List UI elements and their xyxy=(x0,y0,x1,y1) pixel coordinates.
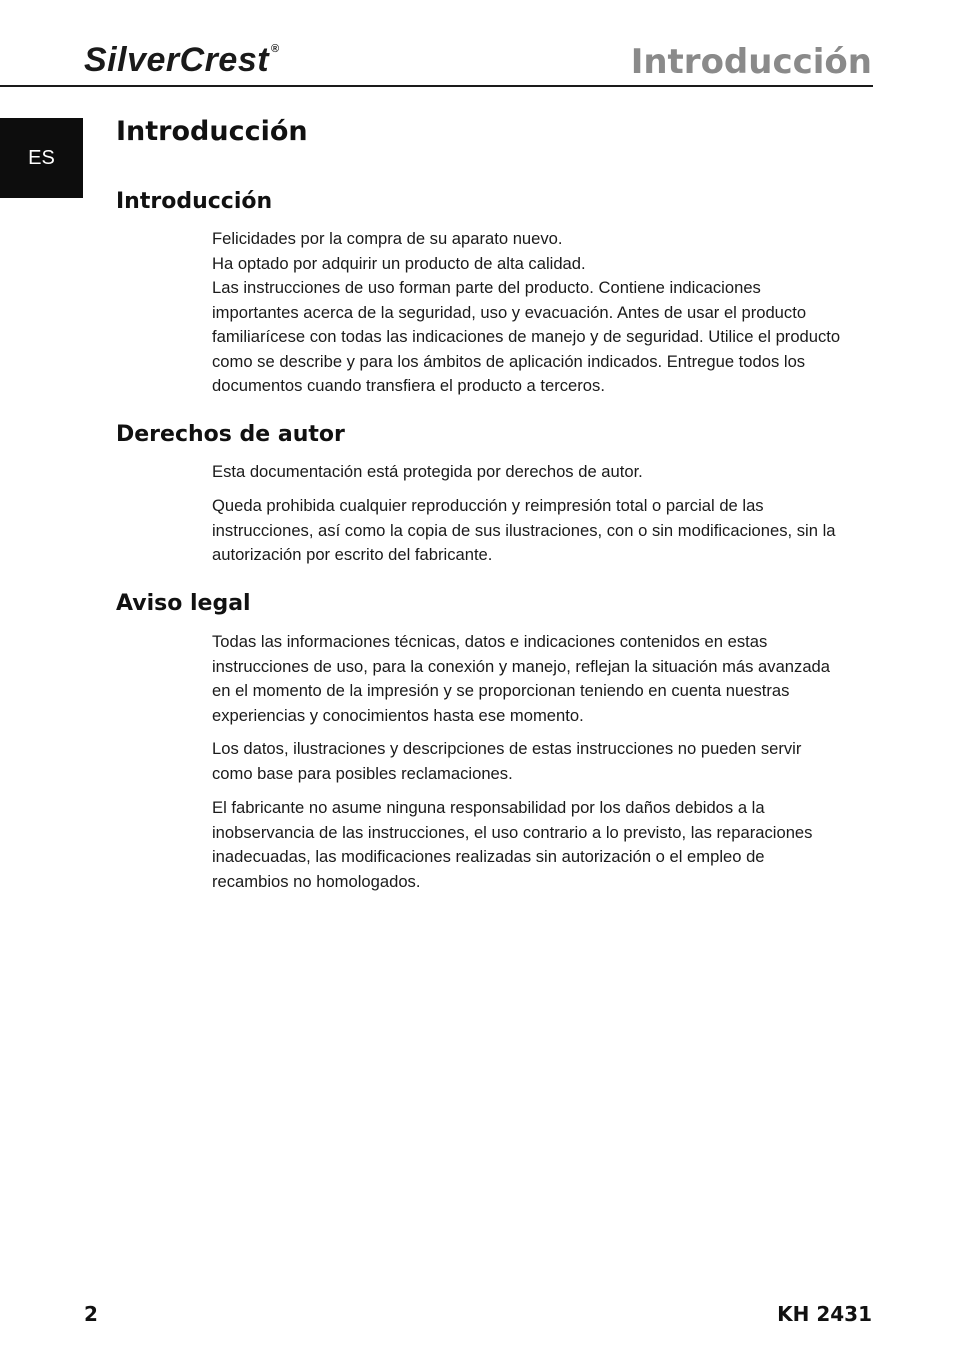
section-intro-paragraph: Felicidades por la compra de su aparato nuevo. Ha optado por adquirir un producto de alta calidad. Las instrucciones de uso forman parte del producto. Contiene indicaciones importantes acerca de la seguridad, uso y evacuación. Antes de usar el producto familiarícese con todas las indicaciones de manejo y de seguridad. Utilice el producto como se describe y para los ámbitos de aplicación indicados. Entregue todos los documentos cuando transfiera el producto a terceros. xyxy=(212,229,841,395)
section-derechos-paragraph-2: Queda prohibida cualquier reproducción y reimpresión total o parcial de las instrucciones, así como la copia de sus ilustraciones, con o sin modificaciones, sin la autorización por escrito del fabricante. xyxy=(212,496,836,564)
section-derechos-paragraph-1: Esta documentación está protegida por derechos de autor. xyxy=(212,462,643,481)
registered-mark: ® xyxy=(271,43,280,55)
section-heading-introduccion: Introducción xyxy=(116,189,273,214)
section-aviso-paragraph-2: Los datos, ilustraciones y descripciones de estas instrucciones no pueden servir como base para posibles reclamaciones. xyxy=(212,739,802,783)
model-number: KH 2431 xyxy=(777,1302,872,1326)
header-title: Introducción xyxy=(630,42,872,82)
page-number: 2 xyxy=(84,1302,98,1326)
header-divider xyxy=(0,85,873,87)
brand-logo xyxy=(84,40,280,80)
section-aviso-paragraph-3: El fabricante no asume ninguna responsabilidad por los daños debidos a la inobservancia de las instrucciones, el uso contrario a lo previsto, las reparaciones inadecuadas, las modificaciones realizadas sin autorización o el empleo de recambios no homologados. xyxy=(212,798,813,891)
section-aviso-paragraph-1: Todas las informaciones técnicas, datos e indicaciones contenidos en estas instrucciones de uso, para la conexión y manejo, reflejan la situación más avanzada en el momento de la impresión y se proporcionan teniendo en cuenta nuestras experiencias y conocimientos hasta ese momento. xyxy=(212,632,831,725)
section-heading-aviso: Aviso legal xyxy=(116,591,251,616)
section-heading-derechos: Derechos de autor xyxy=(116,422,345,447)
brand-logo-text: SilverCrest xyxy=(84,41,270,79)
page-heading: Introducción xyxy=(116,116,308,147)
language-tab: ES xyxy=(0,118,83,198)
